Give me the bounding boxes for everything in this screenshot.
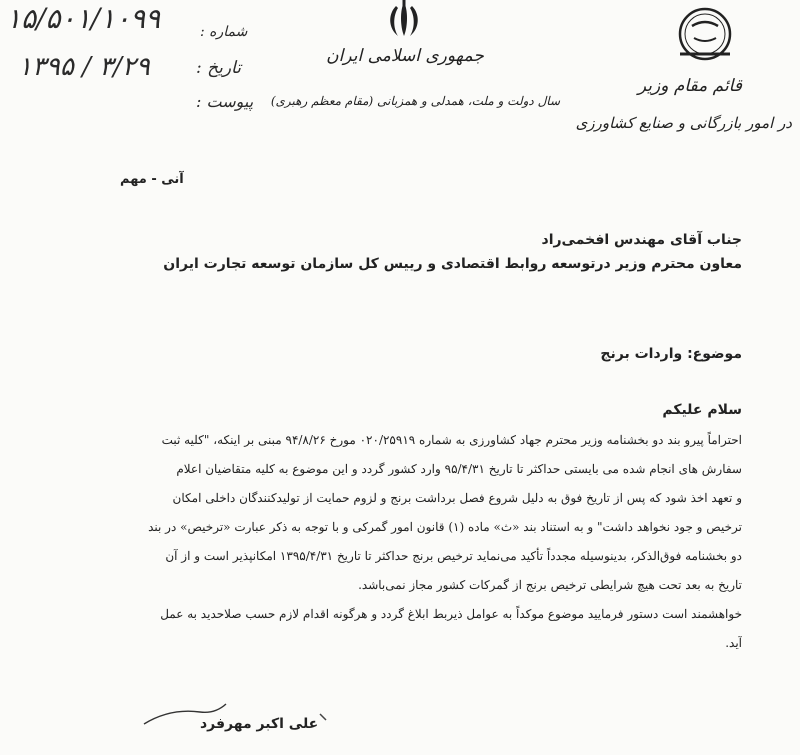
body-line: ترخیص و جود نخواهد داشت" و به استناد بند «ث» ماده (۱) قانون امور گمرکی و با توجه به ذکر عبارت «ترخیص» در بند xyxy=(148,520,742,534)
iran-emblem-icon xyxy=(382,0,426,40)
year-slogan: سال دولت و ملت، همدلی و همزبانی (مقام معظم رهبری) xyxy=(270,94,560,108)
body-line: سفارش های انجام شده می بایستی حداکثر تا تاریخ ۹۵/۴/۳۱ وارد کشور گردد و این موضوع به کلیه متقاضیان اعلام xyxy=(176,462,742,476)
signatory-name: علی اکبر مهرفرد xyxy=(200,716,319,732)
letter-body xyxy=(50,426,742,658)
number-label: شماره : xyxy=(200,24,248,40)
body-line: و تعهد اخذ شود که پس از تاریخ فوق به دلیل شروع فصل برداشت برنج و لزوم حمایت از تولیدکنندگان داخلی امکان xyxy=(172,491,742,505)
body-line: احتراماً پیرو بند دو بخشنامه وزیر محترم جهاد کشاورزی به شماره ۰۲۰/۲۵۹۱۹ مورخ ۹۴/۸/۲۶ مبنی بر اینکه، "کلیه ثبت xyxy=(161,433,742,447)
ministry-title: قائم مقام وزیر xyxy=(637,76,742,96)
greeting: سلام علیکم xyxy=(662,402,742,418)
subject-line: موضوع: واردات برنج xyxy=(600,346,742,362)
handwritten-letter-number: ۱۵/۵۰۱/۱۰۹۹ xyxy=(6,2,161,35)
body-line: دو بخشنامه فوق‌الذکر، بدینوسیله مجدداً تأکید می‌نماید ترخیص برنج حداکثر تا تاریخ ۱۳۹۵/۴/۳۱ امکانپذیر است و از آن xyxy=(165,549,742,563)
body-line: آید. xyxy=(725,636,742,650)
ministry-subtitle: در امور بازرگانی و صنایع کشاورزی xyxy=(575,114,792,132)
handwritten-letter-date: ۱۳۹۵ / ۳/۲۹ xyxy=(18,52,150,82)
recipient-title: معاون محترم وزیر درتوسعه روابط اقتصادی و رییس کل سازمان توسعه تجارت ایران xyxy=(163,256,742,272)
body-line: تاریخ به بعد تحت هیچ شرایطی ترخیص برنج از گمرکات کشور مجاز نمی‌باشد. xyxy=(358,578,742,592)
republic-heading: جمهوری اسلامی ایران xyxy=(326,46,484,66)
urgency-label: آنی - مهم xyxy=(120,172,184,187)
attachment-label: پیوست : xyxy=(196,92,254,111)
recipient-name: جناب آقای مهندس افخمی‌راد xyxy=(541,232,742,248)
pen-mark-icon xyxy=(318,712,330,724)
ministry-logo-icon xyxy=(668,6,742,64)
body-line: خواهشمند است دستور فرمایید موضوع موکداً به عوامل ذیربط ابلاغ گردد و هرگونه اقدام لازم حسب صلاحدید به عمل xyxy=(160,607,742,621)
date-label: تاریخ : xyxy=(196,58,241,78)
